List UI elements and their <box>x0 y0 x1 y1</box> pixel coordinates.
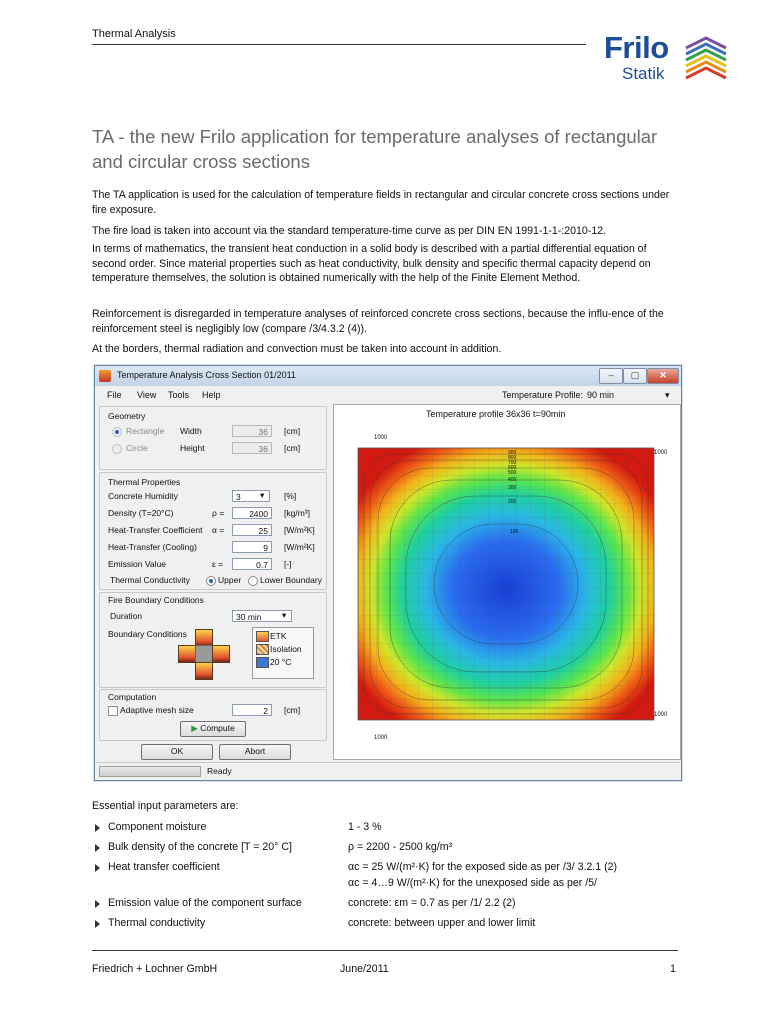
param-label: Emission value of the component surface <box>108 897 302 909</box>
htc-field[interactable]: 25 <box>232 524 272 536</box>
status-bar <box>95 762 681 780</box>
chevron-down-icon[interactable]: ▾ <box>260 490 265 500</box>
profile-label: Temperature Profile: <box>502 390 584 400</box>
bullet-icon <box>95 900 100 908</box>
param-label: Heat transfer coefficient <box>108 861 220 873</box>
adaptive-checkbox[interactable] <box>108 706 118 716</box>
section-center <box>195 645 213 663</box>
fire-title: Fire Boundary Conditions <box>108 595 204 605</box>
app-icon <box>99 370 111 382</box>
corner-label-tr: 1000 <box>654 450 668 456</box>
profile-select[interactable]: 90 min <box>587 390 615 400</box>
param-value: ρ = 2200 - 2500 kg/m³ <box>348 841 453 853</box>
conductivity-label: Thermal Conductivity <box>110 575 190 585</box>
param-value: 1 - 3 % <box>348 821 382 833</box>
paragraph-math: In terms of mathematics, the transient heat conduction in a solid body is described with a partial differential equation of second order. Since material properties such as heat conductivity, bulk density and specific thermal capacity depend on temperature themselves, the solution is obtained numerically with the help of the Finite Element Method. <box>92 243 651 284</box>
computation-group <box>99 689 327 741</box>
play-icon: ▶ <box>191 723 198 733</box>
paragraph-fire-load: The fire load is taken into account via the standard temperature-time curve as per DIN EN 1991-1-1-:2010-12. <box>92 225 607 237</box>
duration-select[interactable]: 30 min <box>232 610 292 622</box>
menu-bar <box>95 387 681 403</box>
paragraph-intro: The TA application is used for the calculation of temperature fields in rectangular and circular concrete cross sections under fire exposure. <box>92 189 670 216</box>
paragraph-borders: At the borders, thermal radiation and convection must be taken into account in addition. <box>92 343 502 355</box>
menu-view[interactable]: View <box>137 390 157 400</box>
contour-label: 400 <box>508 477 517 483</box>
ambient-icon <box>256 657 269 668</box>
chevron-down-icon[interactable]: ▾ <box>665 390 670 400</box>
htc-unit: [W/m²K] <box>284 525 315 535</box>
param-label: Thermal conductivity <box>108 917 206 929</box>
computation-title: Computation <box>108 692 157 702</box>
emission-symbol: ε = <box>212 559 224 569</box>
rectangle-radio[interactable] <box>112 427 122 437</box>
width-label: Width <box>180 426 202 436</box>
legend-20c: 20 °C <box>270 657 292 667</box>
htc-symbol: α = <box>212 525 225 535</box>
geometry-group <box>99 406 327 470</box>
contour-label: 500 <box>508 470 517 476</box>
density-unit: [kg/m³] <box>284 508 310 518</box>
param-value: concrete: εm = 0.7 as per /1/ 2.2 (2) <box>348 897 516 909</box>
logo-name: Frilo <box>604 30 669 65</box>
menu-help[interactable]: Help <box>202 390 221 400</box>
param-label: Component moisture <box>108 821 207 833</box>
footer-divider <box>92 950 678 951</box>
corner-label-br: 1000 <box>654 712 668 718</box>
fe-mesh <box>358 448 654 720</box>
height-unit: [cm] <box>284 443 301 453</box>
geometry-title: Geometry <box>108 411 146 421</box>
fire-bottom-icon[interactable] <box>195 662 213 680</box>
compute-label: Compute <box>200 723 235 733</box>
param-value: αc = 4…9 W/(m²·K) for the unexposed side as per /5/ <box>348 877 597 889</box>
corner-label-tl: 1000 <box>374 435 388 441</box>
upper-label: Upper <box>218 575 242 585</box>
contour-label: 600 <box>508 465 517 471</box>
legend-etk: ETK <box>270 631 287 641</box>
fire-left-icon[interactable] <box>178 645 196 663</box>
width-field[interactable]: 36 <box>232 425 272 437</box>
density-label: Density (T=20°C) <box>108 508 174 518</box>
cooling-field[interactable]: 9 <box>232 541 272 553</box>
flame-icon <box>256 631 269 642</box>
isolation-icon <box>256 644 269 655</box>
input-panel <box>99 404 327 758</box>
height-label: Height <box>180 443 205 453</box>
page-heading: TA - the new Frilo application for temperature analyses of rectangular and circular cross sections <box>92 126 658 172</box>
progress-bar <box>99 766 201 777</box>
param-label: Bulk density of the concrete [T = 20° C] <box>108 841 292 853</box>
param-value: αc = 25 W/(m²·K) for the exposed side as per /3/ 3.2.1 (2) <box>348 861 618 873</box>
paragraph-reinforcement: Reinforcement is disregarded in temperature analyses of reinforced concrete cross sections, because the influ-ence of the reinforcement steel is negligibly low (compare /3/4.3.2 (4)). <box>92 308 664 335</box>
circle-radio[interactable] <box>112 444 122 454</box>
lower-label: Lower Boundary <box>260 575 322 585</box>
duration-label: Duration <box>110 611 143 621</box>
thermal-title: Thermal Properties <box>108 477 181 487</box>
maximize-button[interactable]: ▢ <box>623 368 647 384</box>
fire-right-icon[interactable] <box>212 645 230 663</box>
contour-label: 700 <box>508 460 517 466</box>
essential-title: Essential input parameters are: <box>92 800 239 812</box>
app-window <box>94 365 682 781</box>
contour-label: 300 <box>508 485 517 491</box>
htc-label: Heat-Transfer Coefficient <box>108 525 203 535</box>
abort-button[interactable]: Abort <box>219 744 291 760</box>
temperature-field <box>334 405 680 759</box>
footer-company: Friedrich + Lochner GmbH <box>92 963 218 975</box>
circle-label: Circle <box>126 443 148 453</box>
chevron-down-icon[interactable]: ▾ <box>282 610 287 620</box>
compute-button[interactable] <box>180 721 246 737</box>
bullet-icon <box>95 920 100 928</box>
emission-field[interactable]: 0.7 <box>232 558 272 570</box>
contour-label: 200 <box>508 499 517 505</box>
height-field[interactable]: 36 <box>232 442 272 454</box>
mesh-size-unit: [cm] <box>284 705 301 715</box>
menu-tools[interactable]: Tools <box>168 390 190 400</box>
density-symbol: ρ = <box>212 508 225 518</box>
emission-label: Emission Value <box>108 559 166 569</box>
adaptive-label: Adaptive mesh size <box>120 705 194 715</box>
window-title: Temperature Analysis Cross Section 01/2011 <box>117 370 296 380</box>
logo-sub: Statik <box>622 64 665 83</box>
rectangle-label: Rectangle <box>126 426 165 436</box>
humidity-label: Concrete Humidity <box>108 491 178 501</box>
close-button[interactable]: ✕ <box>647 368 679 384</box>
param-value: concrete: between upper and lower limit <box>348 917 536 929</box>
mesh-size-field[interactable]: 2 <box>232 704 272 716</box>
upper-radio[interactable] <box>206 576 216 586</box>
footer-date: June/2011 <box>340 963 389 975</box>
cooling-label: Heat-Transfer (Cooling) <box>108 542 197 552</box>
legend-isolation: Isolation <box>270 644 302 654</box>
emission-unit: [-] <box>284 559 292 569</box>
chart-title: Temperature profile 36x36 t=90min <box>426 409 566 419</box>
contour-label: 100 <box>510 529 519 535</box>
bullet-icon <box>95 844 100 852</box>
width-unit: [cm] <box>284 426 301 436</box>
temperature-chart <box>333 404 681 760</box>
header-title: Thermal Analysis <box>92 28 176 40</box>
page-number: 1 <box>670 963 676 975</box>
thermal-group <box>99 472 327 590</box>
header-divider <box>92 44 586 45</box>
bullet-icon <box>95 824 100 832</box>
humidity-select[interactable]: 3 <box>232 490 270 502</box>
contour-label: 900 <box>508 450 517 456</box>
ok-button[interactable]: OK <box>141 744 213 760</box>
bc-label: Boundary Conditions <box>108 629 187 639</box>
fire-group <box>99 592 327 688</box>
frilo-stack-icon <box>680 34 730 80</box>
cooling-unit: [W/m²K] <box>284 542 315 552</box>
status-text: Ready <box>207 766 232 776</box>
lower-radio[interactable] <box>248 576 258 586</box>
window-titlebar <box>95 366 681 386</box>
humidity-unit: [%] <box>284 491 297 501</box>
density-field[interactable]: 2400 <box>232 507 272 519</box>
bullet-icon <box>95 864 100 872</box>
menu-file[interactable]: File <box>107 390 122 400</box>
corner-label-bl: 1000 <box>374 735 388 741</box>
minimize-button[interactable]: – <box>599 368 623 384</box>
contour-label: 800 <box>508 455 517 461</box>
